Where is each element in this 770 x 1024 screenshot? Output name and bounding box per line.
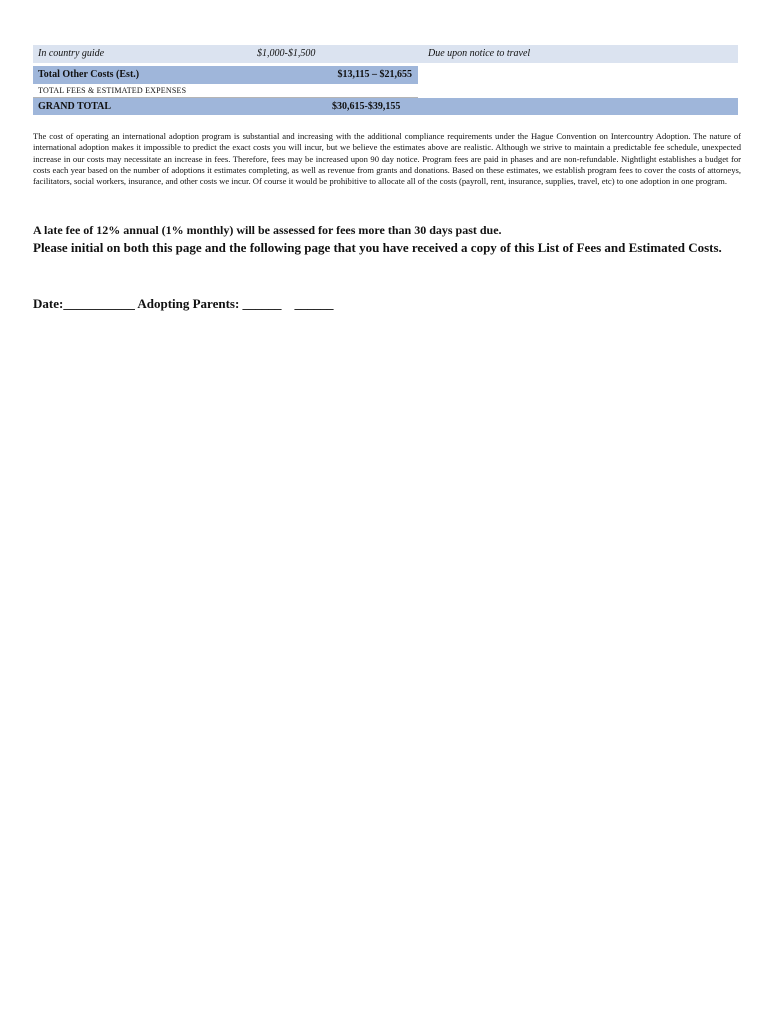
cost-explanation-paragraph: The cost of operating an international adoption program is substantial and increasing with the additional compliance requirements under the Hague Convention on Intercountry Adoption. The nature of international adoption makes it impossible to predict the exact costs you will incur, but we believe the estimates above are realistic. Although we strive to maintain a predictable fee schedule, unexpected increase in our costs may necessitate an increase in fees. Therefore, fees may be increased upon 90 day notice. Program fees are paid in phases and are non-refundable. Nightlight establishes a budget for costs each year based on the number of adoptions it estimates completing, as well as revenue from grants and donations. Based on these estimates, we establish program fees to cover the costs of attorneys, facilitators, social workers, insurance, and other costs we incur. Of course it would be prohibitive to allocate all of the costs (payroll, rent, insurance, supplies, travel, etc) to one adoption in one program. bbox=[33, 131, 741, 187]
fee-note: Due upon notice to travel bbox=[428, 48, 531, 59]
fees-section-header bbox=[33, 85, 418, 98]
fee-row-grand-total bbox=[33, 98, 738, 115]
fee-amount: $1,000-$1,500 bbox=[257, 48, 316, 59]
signature-line: Date:___________ Adopting Parents: ______ ______ bbox=[33, 296, 334, 311]
fee-amount: $13,115 – $21,655 bbox=[337, 69, 412, 80]
fee-label: In country guide bbox=[38, 48, 105, 59]
section-heading: TOTAL FEES & ESTIMATED EXPENSES bbox=[38, 86, 187, 95]
fee-row-in-country-guide bbox=[33, 45, 738, 63]
late-fee-notice: A late fee of 12% annual (1% monthly) will be assessed for fees more than 30 days past due. bbox=[33, 223, 502, 237]
fee-label: Total Other Costs (Est.) bbox=[38, 69, 140, 80]
fee-label: GRAND TOTAL bbox=[38, 101, 112, 112]
fee-amount: $30,615-$39,155 bbox=[332, 101, 401, 112]
fee-row-total-other-costs bbox=[33, 66, 418, 84]
initial-instruction: Please initial on both this page and the following page that you have received a copy of this List of Fees and Estimated Costs. bbox=[33, 240, 722, 255]
